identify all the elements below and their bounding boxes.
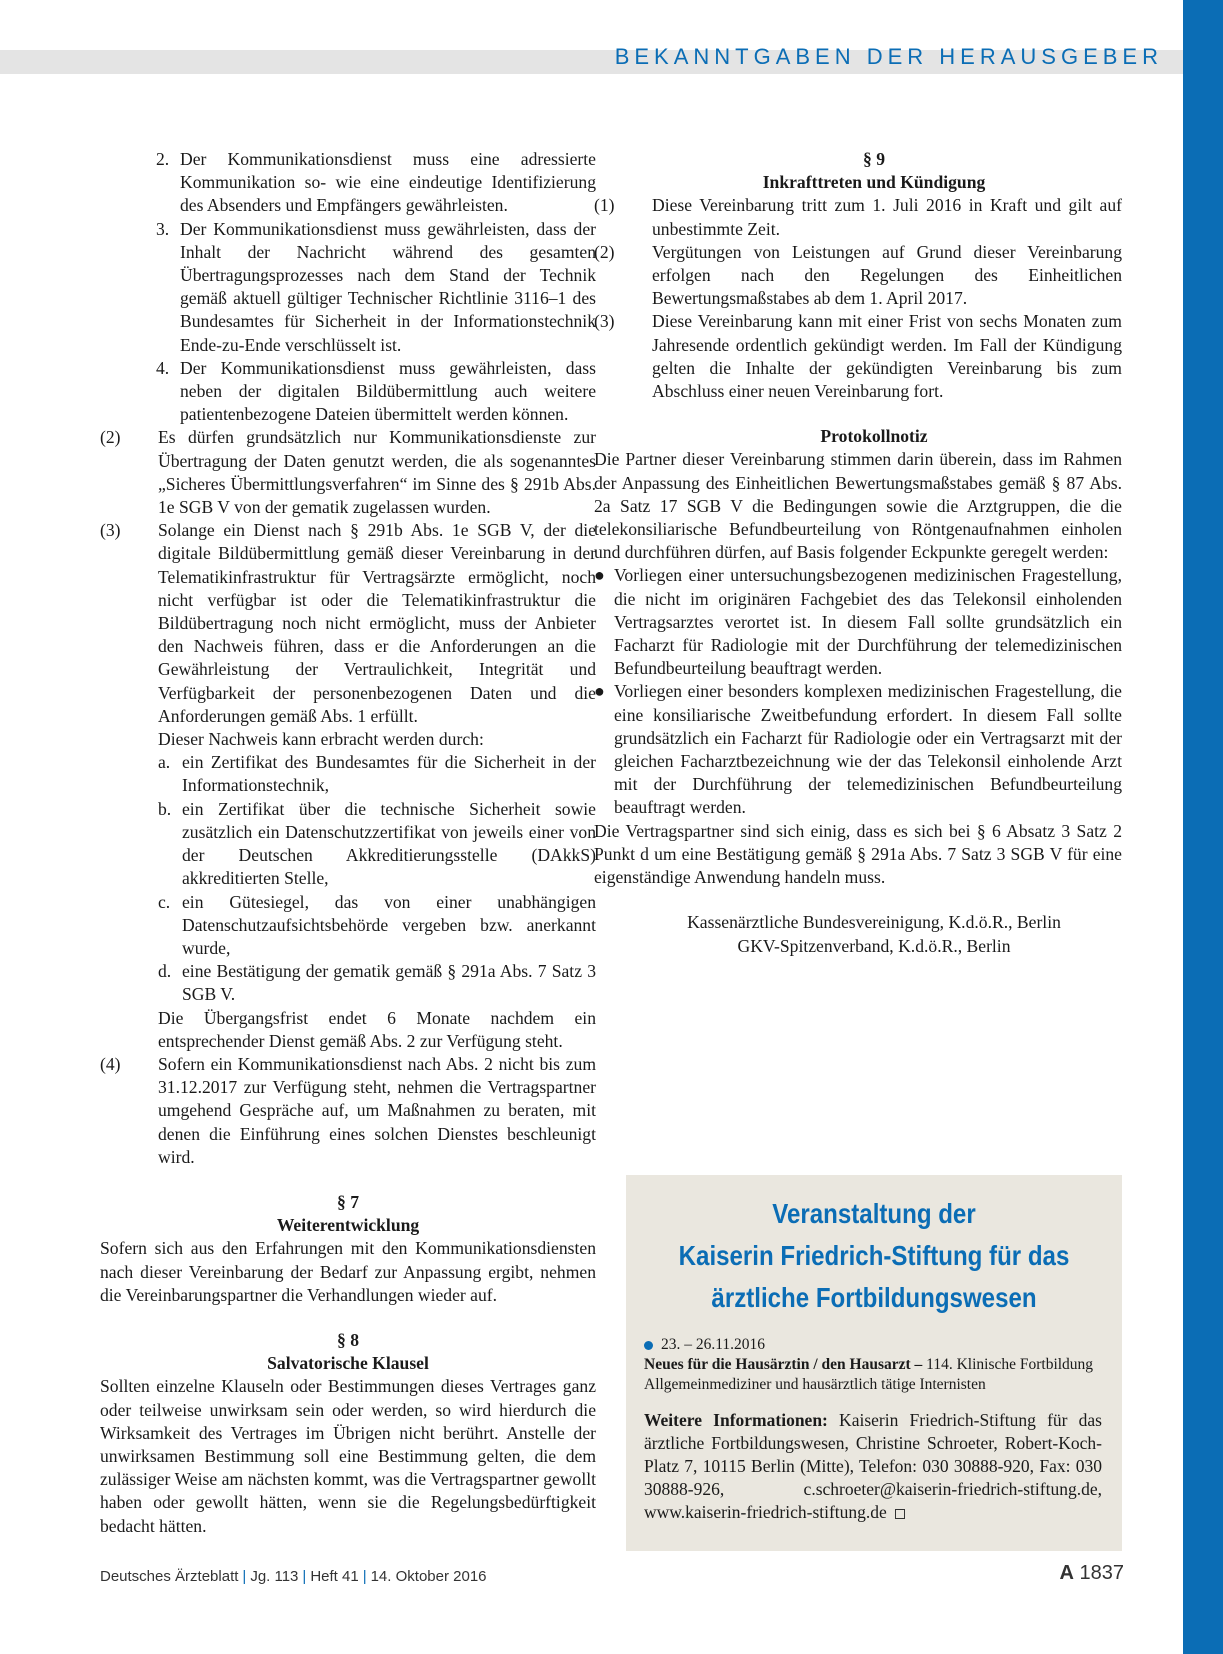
section-9-item: (1) Diese Vereinbarung tritt zum 1. Juli 2016 in Kraft und gilt auf unbestimmte Zeit. [594,195,1122,239]
section-9-number: § 9 [863,149,885,169]
list-item: a. ein Zertifikat des Bundesamtes für die Sicherheit in der Informationstechnik, [158,752,596,796]
issue-date: 14. Oktober 2016 [370,1568,487,1585]
protocol-intro: Die Partner dieser Vereinbarung stimmen darin überein, dass im Rahmen der Anpassung des Einheitlichen Bewertungsmaßstabes gemäß § 87 Abs. 2a Satz 17 SGB V die Bedingungen sowie die Arztgruppen, die die telekonsiliarische Befundbeurteilung von Röntgenaufnahmen einholen und durchführen dürfen, auf Basis folgender Eckpunkte geregelt werden: [594,449,1122,563]
list-item: b. ein Zertifikat über die technische Sicherheit sowie zusätzlich ein Datenschutzzertifikat von jeweils einer von der Deutschen Akkreditierungsstelle (DAkkS) akkreditierten Stelle, [158,798,596,889]
section-label: BEKANNTGABEN DER HERAUSGEBER [614,44,1163,69]
page-footer: Deutsches Ärzteblatt | Jg. 113 | Heft 41 | 14. Oktober 2016 A 1837 [100,1562,1124,1585]
list-item: c. ein Gütesiegel, das von einer unabhängigen Datenschutzaufsichtsbehörde vergeben bzw. anerkannt wurde, [158,891,596,958]
issue: Heft 41 [310,1568,359,1585]
volume: Jg. 113 [250,1568,299,1585]
page-number: A 1837 [1059,1562,1124,1584]
protocol-outro: Die Vertragspartner sind sich einig, dass es sich bei § 6 Absatz 3 Satz 2 Punkt d um eine Bestätigung gemäß § 291a Abs. 7 Satz 3 SGB V für eine eigenständige Anwendung handeln muss. [594,820,1122,888]
signatory: Kassenärztliche Bundesvereinigung, K.d.ö.R., Berlin [687,912,1061,933]
protocol-title: Protokollnotiz [820,426,928,447]
event-description: 114. Klinische Fortbildung Allgemeinmediziner und hausärztlich tätige Internisten [644,1356,1094,1393]
paragraph-2: (2) Es dürfen grundsätzlich nur Kommunikationsdienste zur Übertragung der Daten genutzt werden, die als sogenanntes „Sicheres Übermittlungsverfahren“ im Sinne des § 291b Abs. 1e SGB V von der gematik zugelassen wurden. [100,427,596,518]
protocol-bullet: ● Vorliegen einer besonders komplexen medizinischen Fragestellung, die eine konsiliarische Zweitbefundung erfordert. In diesem Fall sollte grundsätzlich ein Facharzt für Radiologie oder ein Vertragsarzt mit der gleichen Facharztbezeichnung wie der das Telekonsil einholende Arzt mit der Durchführung der telemedizinischen Befundbeurteilung beauftragt werden. [594,680,1122,819]
journal-name: Deutsches Ärzteblatt [100,1568,239,1585]
event-name: Neues für die Hausärztin / den Hausarzt – [644,1356,923,1373]
proof-list [158,751,596,1006]
paragraph-3-outro: Die Übergangsfrist endet 6 Monate nachdem ein entsprechender Dienst gemäß Abs. 2 zur Verfügung steht. [158,1007,596,1051]
event-announcement-box [626,1175,1122,1551]
section-7-number: § 7 [337,1191,359,1212]
paragraph-3-intro: Dieser Nachweis kann erbracht werden durch: [158,729,484,750]
event-contact: Weitere Informationen: Kaiserin Friedrich-Stiftung für das ärztliche Fortbildungswesen, Christine Schroeter, Robert-Koch-Platz 7, 10115 Berlin (Mitte), Telefon: 030 30888-920, Fax: 030 30888-926, c.schroeter@kaiserin-friedrich-stiftung.de, www.kaiserin-friedrich-stiftung.de [644,1410,1102,1522]
signatory: GKV-Spitzenverband, K.d.ö.R., Berlin [737,935,1011,956]
list-items [156,148,596,426]
event-title: Veranstaltung der Kaiserin Friedrich-Stiftung für das ärztliche Fortbildungswesen [678,1198,1070,1313]
bullet-icon: ● [594,565,605,586]
section-8-number: § 8 [337,1329,359,1350]
left-column [100,148,596,1538]
bullet-icon: ● [594,681,605,702]
section-8-title: Salvatorische Klausel [267,1353,429,1374]
color-sidebar [1183,0,1223,1654]
event-details [644,1335,1102,1395]
event-date: 23. – 26.11.2016 [661,1336,766,1353]
list-item: 2. Der Kommunikationsdienst muss eine adressierte Kommunikation so- wie eine eindeutige Identifizierung des Absenders und Empfängers gewährleisten. [156,149,596,216]
section-7-title: Weiterentwicklung [276,1215,420,1236]
section-8-text: Sollten einzelne Klauseln oder Bestimmungen dieses Vertrages ganz oder teilweise unwirksam sein oder werden, so wird hierdurch die Wirksamkeit des Vertrages im Übrigen nicht berührt. Anstelle der unwirksamen Bestimmung soll eine Bestimmung gelten, die dem zulässiger Weise am nächsten kommt, was die Vertragspartner gewollt haben oder gewollt hätten, wenn sie die Regelungsbedürftigkeit bedacht hätten. [100,1376,596,1536]
list-item: d. eine Bestätigung der gematik gemäß § 291a Abs. 7 Satz 3 SGB V. [158,961,596,1005]
protocol-bullet: ● Vorliegen einer untersuchungsbezogenen medizinischen Fragestellung, die nicht im originären Fachgebiet des das Telekonsil einholenden Vertragsarztes verortet ist. In diesem Fall sollte grundsätzlich ein Facharzt für Radiologie mit der Durchführung der telemedizinischen Befundbeurteilung beauftragt werden. [594,564,1122,680]
section-7-text: Sofern sich aus den Erfahrungen mit den Kommunikationsdiensten nach dieser Vereinbarung der Bedarf zur Anpassung ergibt, nehmen die Vereinbarungspartner die Verhandlungen wieder auf. [100,1238,596,1305]
list-item: 3. Der Kommunikationsdienst muss gewährleisten, dass der Inhalt der Nachricht während des gesamten Übertragungsprozesses nach dem Stand der Technik gemäß aktuell gültiger Technischer Richtlinie 3116–1 des Bundesamtes für Sicherheit in der Informationstechnik Ende-zu-Ende verschlüsselt ist. [156,218,596,355]
right-column [594,148,1122,958]
section-9-item: (3) Diese Vereinbarung kann mit einer Frist von sechs Monaten zum Jahresende ordentlich gekündigt werden. Im Fall der Kündigung gelten die Inhalte der gekündigten Vereinbarung bis zum Abschluss einer neuen Vereinbarung fort. [594,311,1122,402]
section-9-item: (2) Vergütungen von Leistungen auf Grund dieser Vereinbarung erfolgen nach den Regelungen des Einheitlichen Bewertungsmaßstabes ab dem 1. April 2017. [594,241,1122,309]
paragraph-3: (3) Solange ein Dienst nach § 291b Abs. 1e SGB V, der die digitale Bildübermittlung gemäß dieser Vereinbarung in der Telematikinfrastruktur für Vertragsärzte ermöglicht, noch nicht verfügbar ist oder die Telematikinfrastruktur die Bildübertragung noch nicht ermöglicht, muss der Anbieter den Nachweis führen, dass er die Anforderungen an die Gewährleistung der Vertraulichkeit, Integrität und Verfügbarkeit der personenbezogenen Daten und die Anforderungen gemäß Abs. 1 erfüllt. [100,520,596,726]
paragraph-4: (4) Sofern ein Kommunikationsdienst nach Abs. 2 nicht bis zum 31.12.2017 zur Verfügung steht, nehmen die Vertragspartner umgehend Gespräche auf, um Maßnahmen zu beraten, mit denen die Einführung eines solchen Dienstes beschleunigt wird. [100,1053,596,1167]
list-item: 4. Der Kommunikationsdienst muss gewährleisten, dass neben der digitalen Bildübermittlung auch weitere patientenbezogene Dateien übermittelt werden können. [156,357,596,425]
end-mark-icon [895,1509,905,1519]
bullet-icon [644,1341,653,1350]
section-9-title: Inkrafttreten und Kündigung [762,172,986,193]
